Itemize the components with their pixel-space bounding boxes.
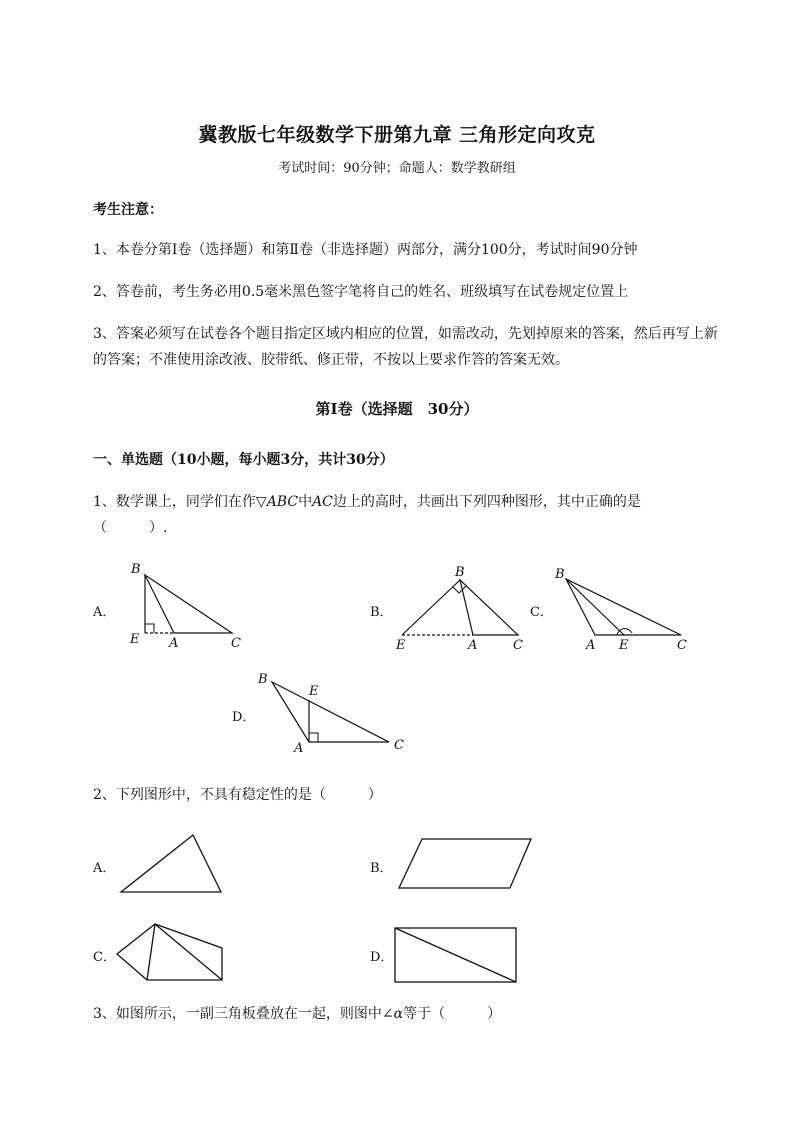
fig-d-label-a: A bbox=[294, 741, 304, 756]
q1-option-b-label[interactable]: B． bbox=[370, 605, 393, 620]
q2-option-c-label[interactable]: C． bbox=[93, 950, 116, 965]
question-1-text-b: 中 bbox=[298, 494, 313, 510]
section-title: 第I卷（选择题 30分） bbox=[315, 400, 479, 418]
q2-fig-a-triangle bbox=[121, 835, 221, 892]
q2-fig-c-diagonal-1 bbox=[147, 924, 155, 980]
q2-option-d-label[interactable]: D． bbox=[370, 950, 394, 965]
fig-b-label-e: E bbox=[396, 638, 406, 653]
fig-a-label-c: C bbox=[231, 636, 241, 651]
fig-c-label-a: A bbox=[586, 638, 596, 653]
fig-c-label-c: C bbox=[677, 638, 687, 653]
question-3-text-b: 等于（ ） bbox=[403, 1006, 502, 1022]
q2-option-b-label[interactable]: B． bbox=[370, 861, 393, 876]
note-item-1: 1、本卷分第I卷（选择题）和第Ⅱ卷（非选择题）两部分，满分100分，考试时间90分钟 bbox=[93, 242, 638, 258]
q1-option-a-label[interactable]: A． bbox=[93, 605, 116, 620]
fig-c-label-b: B bbox=[555, 567, 565, 582]
fig-c-label-e: E bbox=[619, 638, 629, 653]
q2-fig-c-diagonal-2 bbox=[155, 924, 222, 980]
q1-option-d-label[interactable]: D． bbox=[232, 710, 256, 725]
question-1-side: AC bbox=[312, 494, 333, 510]
q2-fig-b-parallelogram bbox=[399, 839, 531, 888]
fig-b-label-b: B bbox=[455, 565, 465, 580]
q1-option-c-label[interactable]: C． bbox=[530, 605, 553, 620]
note-item-3: 3、答案必须写在试卷各个题目指定区域内相应的位置，如需改动，先划掉原来的答案，然后再写上新 bbox=[93, 326, 718, 342]
fig-a-label-b: B bbox=[131, 562, 141, 577]
question-1-text-c: 边上的高时，共画出下列四种图形，其中正确的是 bbox=[332, 494, 641, 510]
question-2: 2、下列图形中，不具有稳定性的是（ ） bbox=[93, 787, 382, 803]
note-item-3-cont: 的答案；不准使用涂改液、胶带纸、修正带，不按以上要求作答的答案无效。 bbox=[93, 352, 569, 368]
fig-d-label-b: B bbox=[258, 672, 268, 687]
note-item-2: 2、答卷前，考生务必用0.5毫米黑色签字笔将自己的姓名、班级填写在试卷规定位置上 bbox=[93, 284, 629, 300]
exam-info: 考试时间：90分钟；命题人：数学教研组 bbox=[278, 161, 516, 176]
q2-fig-c-polygon bbox=[117, 924, 222, 980]
q2-option-a-label[interactable]: A． bbox=[93, 861, 116, 876]
question-3-text-a: 3、如图所示，一副三角板叠放在一起，则图中 bbox=[93, 1006, 382, 1022]
question-3 bbox=[93, 1000, 501, 1028]
fig-b-label-a: A bbox=[468, 638, 478, 653]
fig-d-label-e: E bbox=[309, 684, 319, 699]
part-title: 一、单选题（10小题，每小题3分，共计30分） bbox=[93, 452, 394, 468]
question-1-triangle: ▽ABC bbox=[255, 494, 299, 510]
fig-a-label-a: A bbox=[169, 636, 179, 651]
fig-a-label-e: E bbox=[130, 632, 140, 647]
q2-fig-d-diagonal bbox=[395, 928, 516, 982]
question-1-text-a: 1、数学课上，同学们在作 bbox=[93, 494, 256, 510]
question-3-angle: ∠α bbox=[381, 1006, 404, 1022]
fig-b-label-c: C bbox=[513, 638, 523, 653]
fig-d-label-c: C bbox=[394, 738, 404, 753]
question-1-blank: （ ）. bbox=[93, 520, 168, 536]
page-title: 冀教版七年级数学下册第九章 三角形定向攻克 bbox=[198, 124, 596, 146]
notes-heading: 考生注意： bbox=[93, 202, 163, 218]
